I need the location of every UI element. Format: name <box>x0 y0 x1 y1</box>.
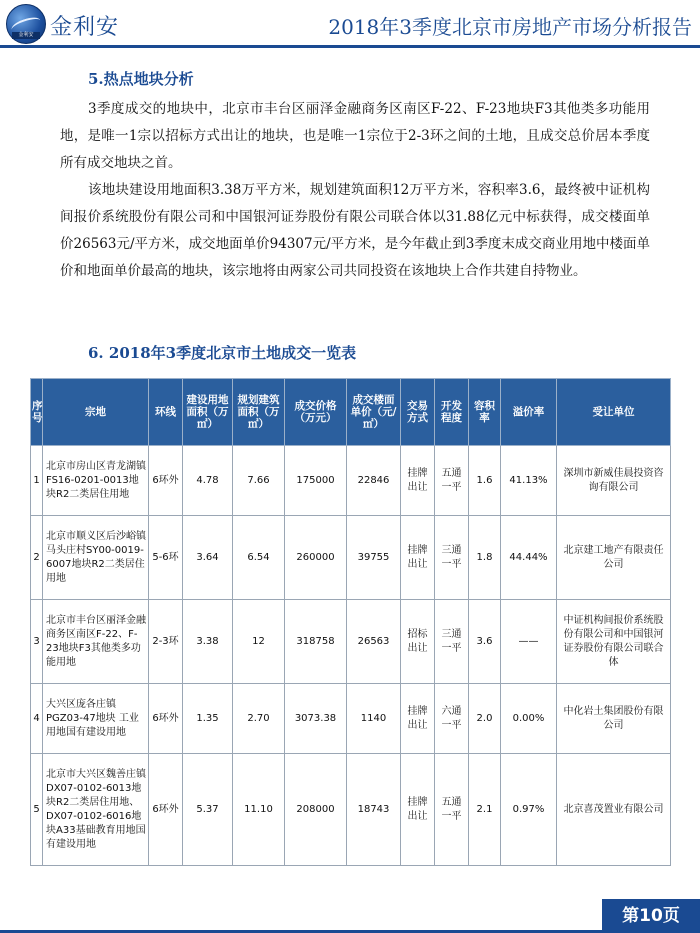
cell-index: 1 <box>31 446 43 516</box>
page-number-badge: 第10页 <box>602 899 700 933</box>
table-row <box>31 516 671 600</box>
cell-unit-price: 39755 <box>347 516 401 600</box>
cell-buyer: 北京喜茂置业有限公司 <box>557 754 671 866</box>
cell-build-area: 12 <box>233 600 285 684</box>
header-cell: 交易方式 <box>401 379 435 446</box>
header-cell: 建设用地面积（万㎡） <box>183 379 233 446</box>
cell-far: 2.1 <box>469 754 501 866</box>
cell-index: 3 <box>31 600 43 684</box>
cell-dev-level: 五通一平 <box>435 754 469 866</box>
cell-index: 5 <box>31 754 43 866</box>
cell-unit-price: 18743 <box>347 754 401 866</box>
logo-tag: 金利安 <box>12 32 40 39</box>
cell-parcel: 大兴区庞各庄镇PGZ03-47地块 工业用地国有建设用地 <box>43 684 149 754</box>
table-row <box>31 754 671 866</box>
cell-price: 175000 <box>285 446 347 516</box>
header-cell: 规划建筑面积（万㎡） <box>233 379 285 446</box>
header-cell: 开发程度 <box>435 379 469 446</box>
cell-premium: 44.44% <box>501 516 557 600</box>
cell-method: 挂牌出让 <box>401 446 435 516</box>
company-logo-icon <box>6 4 46 44</box>
cell-land-area: 5.37 <box>183 754 233 866</box>
cell-build-area: 6.54 <box>233 516 285 600</box>
cell-parcel: 北京市丰台区丽泽金融商务区南区F-22、F-23地块F3其他类多功能用地 <box>43 600 149 684</box>
cell-buyer: 中化岩土集团股份有限公司 <box>557 684 671 754</box>
cell-method: 挂牌出让 <box>401 754 435 866</box>
header-divider <box>0 45 700 48</box>
cell-dev-level: 三通一平 <box>435 600 469 684</box>
cell-land-area: 3.38 <box>183 600 233 684</box>
cell-buyer: 深圳市新威佳晨投资咨询有限公司 <box>557 446 671 516</box>
cell-ring: 6环外 <box>149 754 183 866</box>
header-cell: 溢价率 <box>501 379 557 446</box>
paragraph-1: 3季度成交的地块中，北京市丰台区丽泽金融商务区南区F-22、F-23地块F3其他类多功能用地，是唯一1宗以招标方式出让的地块，也是唯一1宗位于2-3环之间的土地，且成交总价居本季度所有成交地块之首。 <box>60 101 650 171</box>
cell-parcel: 北京市大兴区魏善庄镇DX07-0102-6013地块R2二类居住用地、DX07-0102-6016地块A33基础教育用地国有建设用地 <box>43 754 149 866</box>
cell-premium: —— <box>501 600 557 684</box>
cell-land-area: 4.78 <box>183 446 233 516</box>
cell-far: 2.0 <box>469 684 501 754</box>
cell-price: 3073.38 <box>285 684 347 754</box>
table-row <box>31 600 671 684</box>
table-row <box>31 446 671 516</box>
cell-buyer: 北京建工地产有限责任公司 <box>557 516 671 600</box>
cell-unit-price: 26563 <box>347 600 401 684</box>
cell-build-area: 2.70 <box>233 684 285 754</box>
cell-build-area: 7.66 <box>233 446 285 516</box>
cell-build-area: 11.10 <box>233 754 285 866</box>
cell-unit-price: 22846 <box>347 446 401 516</box>
header-cell: 成交楼面单价（元/㎡） <box>347 379 401 446</box>
land-transaction-table <box>30 378 671 866</box>
table-row <box>31 684 671 754</box>
cell-unit-price: 1140 <box>347 684 401 754</box>
header-cell: 宗地 <box>43 379 149 446</box>
cell-far: 3.6 <box>469 600 501 684</box>
cell-price: 208000 <box>285 754 347 866</box>
cell-buyer: 中证机构间报价系统股份有限公司和中国银河证券股份有限公司联合体 <box>557 600 671 684</box>
section-5-title: 5.热点地块分析 <box>88 70 194 88</box>
page-header <box>0 0 700 46</box>
cell-method: 挂牌出让 <box>401 516 435 600</box>
cell-land-area: 3.64 <box>183 516 233 600</box>
cell-ring: 6环外 <box>149 684 183 754</box>
cell-parcel: 北京市顺义区后沙峪镇马头庄村SY00-0019-6007地块R2二类居住用地 <box>43 516 149 600</box>
cell-dev-level: 五通一平 <box>435 446 469 516</box>
cell-method: 挂牌出让 <box>401 684 435 754</box>
cell-ring: 6环外 <box>149 446 183 516</box>
header-cell: 受让单位 <box>557 379 671 446</box>
cell-ring: 5-6环 <box>149 516 183 600</box>
header-cell: 环线 <box>149 379 183 446</box>
cell-index: 4 <box>31 684 43 754</box>
cell-premium: 0.97% <box>501 754 557 866</box>
brand-name: 金利安 <box>50 15 120 40</box>
cell-premium: 0.00% <box>501 684 557 754</box>
cell-far: 1.6 <box>469 446 501 516</box>
report-title: 2018年3季度北京市房地产市场分析报告 <box>328 15 692 39</box>
cell-dev-level: 三通一平 <box>435 516 469 600</box>
cell-index: 2 <box>31 516 43 600</box>
cell-method: 招标出让 <box>401 600 435 684</box>
cell-price: 260000 <box>285 516 347 600</box>
cell-ring: 2-3环 <box>149 600 183 684</box>
cell-parcel: 北京市房山区青龙湖镇FS16-0201-0013地块R2二类居住用地 <box>43 446 149 516</box>
cell-premium: 41.13% <box>501 446 557 516</box>
cell-far: 1.8 <box>469 516 501 600</box>
header-cell: 成交价格（万元） <box>285 379 347 446</box>
section-6-title: 6. 2018年3季度北京市土地成交一览表 <box>88 344 357 362</box>
cell-price: 318758 <box>285 600 347 684</box>
header-cell: 容积率 <box>469 379 501 446</box>
cell-dev-level: 六通一平 <box>435 684 469 754</box>
header-cell: 序号 <box>31 379 43 446</box>
paragraph-2: 该地块建设用地面积3.38万平方米，规划建筑面积12万平方米，容积率3.6，最终被中证机构间报价系统股份有限公司和中国银河证券股份有限公司联合体以31.88亿元中标获得，成交楼面单价26563元/平方米，成交地面单价94307元/平方米，是今年截止到3季度末成交商业用地中楼面单价和地面单价最高的地块，该宗地将由两家公司共同投资在该地块上合作共建自持物业。 <box>60 182 650 279</box>
table-header-row <box>31 379 671 446</box>
cell-land-area: 1.35 <box>183 684 233 754</box>
